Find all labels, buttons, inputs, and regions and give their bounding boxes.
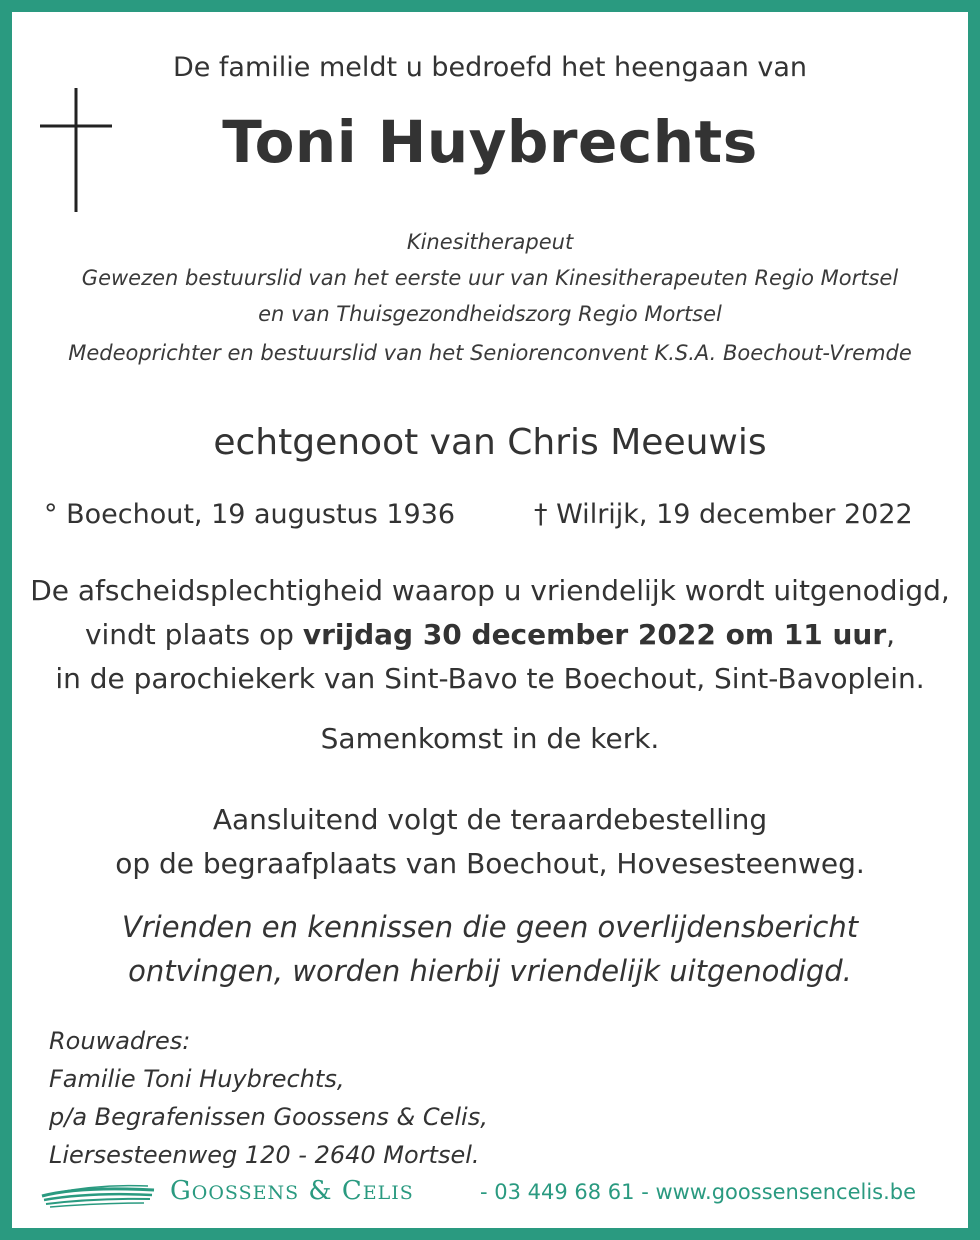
- friends-line-1: Vrienden en kennissen die geen overlijdensbericht: [121, 910, 859, 944]
- funeral-home-contact: - 03 449 68 61 - www.goossensencelis.be: [480, 1180, 917, 1204]
- role-line-4: Medeoprichter en bestuurslid van het Seniorenconvent K.S.A. Boechout-Vremde: [68, 341, 912, 365]
- burial-line-1: Aansluitend volgt de teraardebestelling: [212, 803, 768, 836]
- brand-elis: ELIS: [362, 1182, 414, 1204]
- role-line-1: Kinesitherapeut: [406, 230, 574, 254]
- funeral-home-brand: [170, 1176, 414, 1206]
- brand-initial-g: G: [170, 1176, 192, 1206]
- role-line-3: en van Thuisgezondheidszorg Regio Mortsel: [258, 302, 722, 326]
- address-label: Rouwadres:: [49, 1027, 191, 1055]
- birth-info: ° Boechout, 19 augustus 1936: [44, 499, 456, 530]
- address-line-1: Familie Toni Huybrechts,: [49, 1065, 345, 1093]
- friends-line-2: ontvingen, worden hierbij vriendelijk uitgenodigd.: [128, 954, 852, 988]
- address-line-3: Liersesteenweg 120 - 2640 Mortsel.: [49, 1141, 480, 1169]
- ceremony-line-2-suffix: ,: [886, 618, 896, 651]
- ceremony-announcement: [12, 569, 968, 701]
- gathering-text: Samenkomst in de kerk.: [320, 722, 660, 755]
- ceremony-line-1: De afscheidsplechtigheid waarop u vriendelijk wordt uitgenodigd,: [30, 574, 950, 607]
- mourning-address: [49, 1022, 488, 1174]
- brand-oossens: OOSSENS: [191, 1182, 300, 1204]
- burial-line-2: op de begraafplaats van Boechout, Hovesesteenweg.: [115, 847, 865, 880]
- deceased-name: Toni Huybrechts: [222, 108, 758, 176]
- ceremony-date-time: vrijdag 30 december 2022 om 11 uur: [302, 618, 887, 651]
- death-info: † Wilrijk, 19 december 2022: [534, 499, 913, 530]
- friends-notice: [12, 905, 968, 993]
- brand-initial-c: C: [341, 1176, 363, 1206]
- ceremony-line-2-prefix: vindt plaats op: [84, 618, 303, 651]
- spouse-text: echtgenoot van Chris Meeuwis: [213, 422, 767, 463]
- role-line-2: Gewezen bestuurslid van het eerste uur van Kinesitherapeuten Regio Mortsel: [81, 266, 899, 290]
- burial-announcement: [12, 798, 968, 886]
- intro-text: De familie meldt u bedroefd het heengaan van: [172, 52, 808, 83]
- brush-logo-icon: [40, 1176, 156, 1212]
- brand-ampersand: &: [299, 1176, 342, 1206]
- address-line-2: p/a Begrafenissen Goossens & Celis,: [49, 1103, 488, 1131]
- ceremony-line-2: [12, 613, 968, 657]
- ceremony-line-3: in de parochiekerk van Sint-Bavo te Boechout, Sint-Bavoplein.: [55, 662, 925, 695]
